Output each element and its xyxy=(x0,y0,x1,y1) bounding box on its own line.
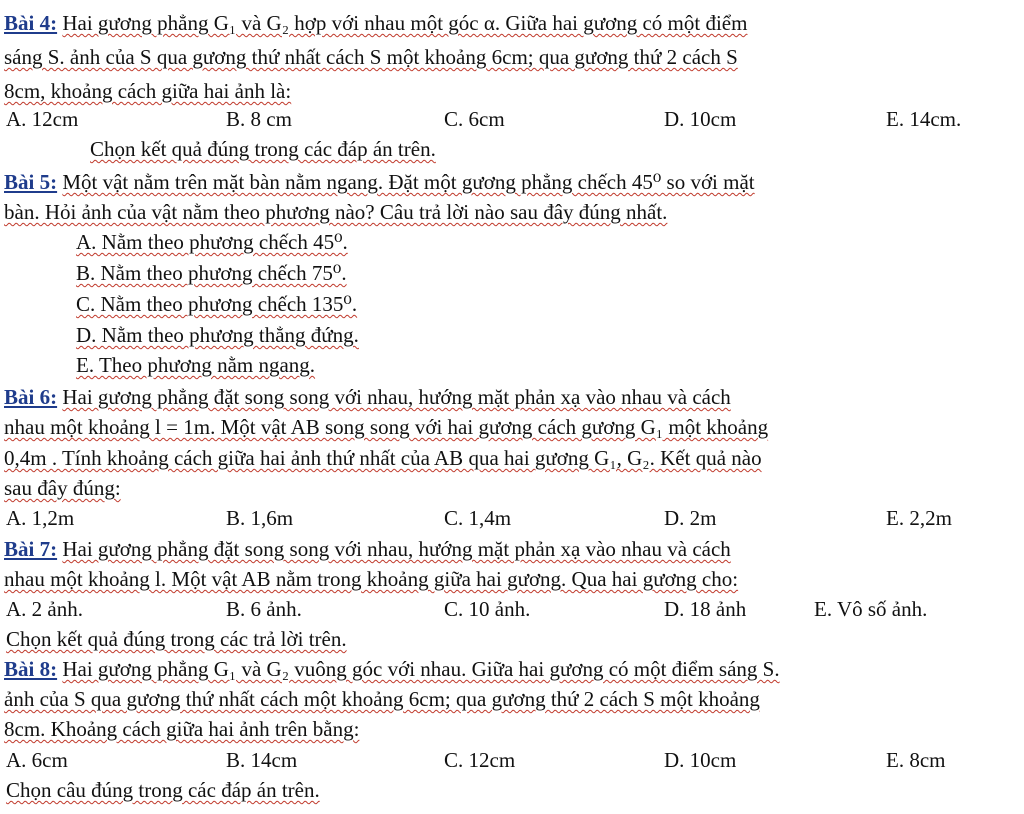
bai5-option-c: C. Nằm theo phương chếch 135⁰. xyxy=(76,292,358,316)
bai6-line1: Bài 6: Hai gương phẳng đặt song song với nhau, hướng mặt phản xạ vào nhau và cách xyxy=(4,385,731,409)
cropped-previous-line xyxy=(0,0,560,4)
bai5-option-e: E. Theo phương nằm ngang. xyxy=(76,353,316,377)
bai4-note: Chọn kết quả đúng trong các đáp án trên. xyxy=(90,137,436,161)
bai4-line3: 8cm, khoảng cách giữa hai ảnh là: xyxy=(4,79,292,103)
bai7-line1: Bài 7: Hai gương phẳng đặt song song với nhau, hướng mặt phản xạ vào nhau và cách xyxy=(4,537,731,561)
bai7-option-e: E. Vô số ảnh. xyxy=(814,597,928,621)
bai4-option-c: C. 6cm xyxy=(444,107,505,131)
bai7-option-d: D. 18 ảnh xyxy=(664,597,747,621)
bai8-option-d: D. 10cm xyxy=(664,748,737,772)
bai6-option-d: D. 2m xyxy=(664,506,717,530)
bai6-line4: sau đây đúng: xyxy=(4,476,121,500)
bai8-option-b: B. 14cm xyxy=(226,748,298,772)
bai4-option-b: B. 8 cm xyxy=(226,107,292,131)
bai6-line3: 0,4m . Tính khoảng cách giữa hai ảnh thứ nhất của AB qua hai gương G₁, G₂. Kết quả nào xyxy=(4,446,762,470)
bai5-option-a: A. Nằm theo phương chếch 45⁰. xyxy=(76,230,348,254)
bai8-option-a: A. 6cm xyxy=(6,748,68,772)
bai4-option-e: E. 14cm. xyxy=(886,107,962,131)
bai5-title: Bài 5: xyxy=(4,170,58,194)
bai6-line2: nhau một khoảng l = 1m. Một vật AB song song với hai gương cách gương G₁ một khoảng xyxy=(4,415,769,439)
bai4-line2: sáng S. ảnh của S qua gương thứ nhất cách S một khoảng 6cm; qua gương thứ 2 cách S xyxy=(4,45,738,69)
bai8-note: Chọn câu đúng trong các đáp án trên. xyxy=(6,778,320,802)
bai7-title: Bài 7: xyxy=(4,537,58,561)
bai7-option-b: B. 6 ảnh. xyxy=(226,597,302,621)
bai5-line2: bàn. Hỏi ảnh của vật nằm theo phương nào? Câu trả lời nào sau đây đúng nhất. xyxy=(4,200,668,224)
bai7-note: Chọn kết quả đúng trong các trả lời trên. xyxy=(6,627,347,651)
bai7-line2: nhau một khoảng l. Một vật AB nằm trong khoảng giữa hai gương. Qua hai gương cho: xyxy=(4,567,739,591)
bai4-line1: Bài 4: Hai gương phẳng G₁ và G₂ hợp với nhau một góc α. Giữa hai gương có một điểm xyxy=(4,11,748,35)
bai6-option-e: E. 2,2m xyxy=(886,506,952,530)
bai8-line2: ảnh của S qua gương thứ nhất cách một khoảng 6cm; qua gương thứ 2 cách S một khoảng xyxy=(4,687,760,711)
bai8-line3: 8cm. Khoảng cách giữa hai ảnh trên bằng: xyxy=(4,717,360,741)
bai5-option-d: D. Nằm theo phương thẳng đứng. xyxy=(76,323,359,347)
bai4-option-a: A. 12cm xyxy=(6,107,79,131)
bai7-option-c: C. 10 ảnh. xyxy=(444,597,531,621)
bai5-line1: Bài 5: Một vật nằm trên mặt bàn nằm ngang. Đặt một gương phẳng chếch 45⁰ so với mặt xyxy=(4,170,755,194)
bai7-option-a: A. 2 ảnh. xyxy=(6,597,83,621)
bai6-option-a: A. 1,2m xyxy=(6,506,75,530)
bai4-option-d: D. 10cm xyxy=(664,107,737,131)
bai8-line1: Bài 8: Hai gương phẳng G₁ và G₂ vuông góc với nhau. Giữa hai gương có một điểm sáng S. xyxy=(4,657,780,681)
bai4-title: Bài 4: xyxy=(4,11,58,35)
bai5-option-b: B. Nằm theo phương chếch 75⁰. xyxy=(76,261,347,285)
bai6-title: Bài 6: xyxy=(4,385,58,409)
bai6-option-b: B. 1,6m xyxy=(226,506,294,530)
bai8-option-c: C. 12cm xyxy=(444,748,516,772)
bai8-title: Bài 8: xyxy=(4,657,58,681)
bai6-option-c: C. 1,4m xyxy=(444,506,512,530)
bai8-option-e: E. 8cm xyxy=(886,748,946,772)
